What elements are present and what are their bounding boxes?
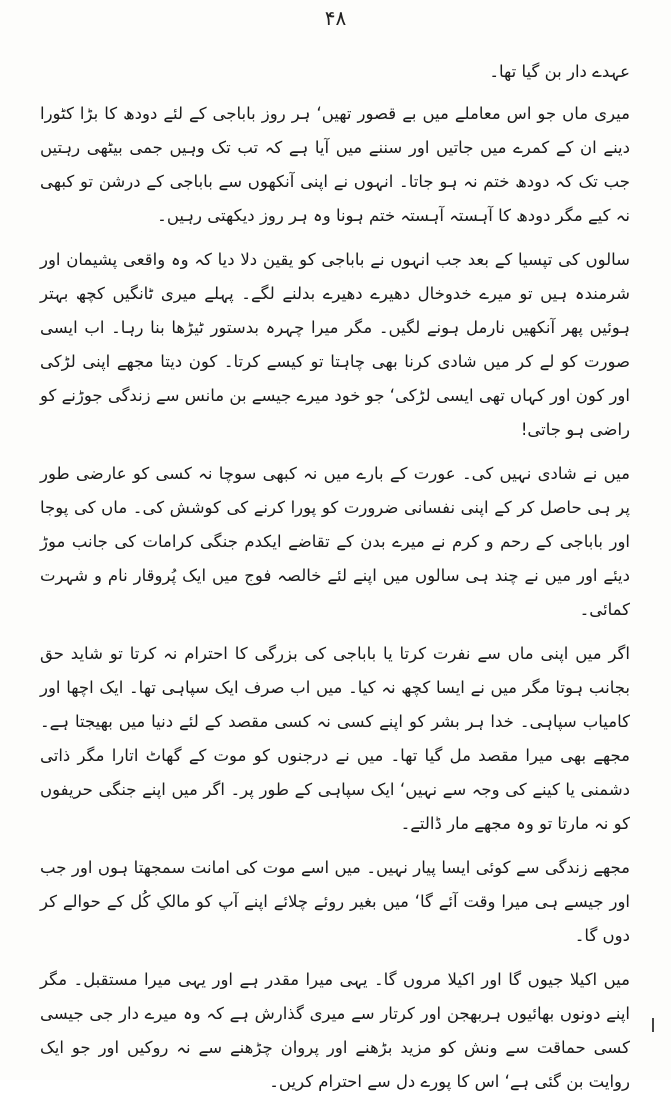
paragraph-5: اگر میں اپنی ماں سے نفرت کرتا یا باباجی کی بزرگی کا احترام نہ کرتا تو شاید حق بجانب ہوتا مگر میں نے ایسا کچھ نہ کیا۔ میں اب صرف ایک سپاہی تھا۔ ایک اچھا اور کامیاب سپاہی۔ خدا ہر بشر کو اپنے کسی نہ کسی مقصد کے لئے دنیا میں بھیجتا ہے۔ مجھے بھی میرا مقصد مل گیا تھا۔ میں نے درجنوں کو موت کے گھاٹ اتارا مگر ذاتی دشمنی یا کینے کی وجہ سے نہیں‘ ایک سپاہی کے طور پر۔ اگر میں اپنے جنگی حریفوں کو نہ مارتا تو وہ مجھے مار ڈالتے۔ bbox=[40, 644, 630, 833]
page-body bbox=[40, 55, 630, 1109]
paragraph-7: میں اکیلا جیوں گا اور اکیلا مروں گا۔ یہی میرا مقدر ہے اور یہی میرا مستقبل۔ مگر اپنے دونوں بھائیوں ہربھجن اور کرتار سے میری گذارش ہے کہ وہ میرے دار جی جیسی کسی حماقت سے ونش کو مزید بڑھنے اور پروان چڑھنے سے نہ روکیں اور جو ایک روایت بن گئی ہے‘ اس کا پورے دل سے احترام کریں۔ bbox=[40, 970, 630, 1091]
paragraph-3: سالوں کی تپسیا کے بعد جب انہوں نے باباجی کو یقین دلا دیا کہ وہ واقعی پشیمان اور شرمندہ ہیں تو میرے خدوخال دھیرے دھیرے بدلنے لگے۔ پہلے میری ٹانگیں کچھ بہتر ہوئیں پھر آنکھیں نارمل ہونے لگیں۔ مگر میرا چہرہ بدستور ٹیڑھا بنا رہا۔ اب ایسی صورت کو لے کر میں شادی کرنا بھی چاہتا تو کیسے کرتا۔ کون دیتا مجھے اپنی لڑکی اور کون اور کہاں تھی ایسی لڑکی‘ جو خود میرے جیسے بن مانس سے زندگی جوڑنے کو راضی ہو جاتی! bbox=[40, 250, 630, 439]
paragraph-4: میں نے شادی نہیں کی۔ عورت کے بارے میں نہ کبھی سوچا نہ کسی کو عارضی طور پر ہی حاصل کر کے اپنی نفسانی ضرورت کو پورا کرنے کی کوشش کی۔ ماں کی پوجا اور باباجی کے رحم و کرم نے میرے بدن کے تقاضے ایکدم جنگی کرامات کی جانب موڑ دیئے اور میں نے چند ہی سالوں میں اپنے لئے خالصہ فوج میں ایک پُروقار نام و شہرت کمائی۔ bbox=[40, 464, 630, 619]
paragraph-1: عہدے دار بن گیا تھا۔ bbox=[489, 62, 630, 81]
margin-mark bbox=[652, 1018, 654, 1032]
paragraph-2: میری ماں جو اس معاملے میں بے قصور تھیں‘ ہر روز باباجی کے لئے دودھ کا بڑا کٹورا دینے ان کے کمرے میں جاتیں اور سننے میں آیا ہے کہ تب تک وہیں جمی بیٹھی رہتیں جب تک کہ دودھ ختم نہ ہو جاتا۔ انہوں نے اپنی آنکھوں سے باباجی کے درشن تو کبھی نہ کیے مگر دودھ کا آہستہ آہستہ ختم ہونا وہ ہر روز دیکھتی رہیں۔ bbox=[40, 104, 630, 225]
paragraph-6: مجھے زندگی سے کوئی ایسا پیار نہیں۔ میں اسے موت کی امانت سمجھتا ہوں اور جب اور جیسے ہی میرا وقت آئے گا‘ میں بغیر روئے چلائے اپنے آپ کو مالکِ کُل کے حوالے کر دوں گا۔ bbox=[40, 858, 630, 945]
page-number: ۴۸ bbox=[324, 6, 347, 30]
